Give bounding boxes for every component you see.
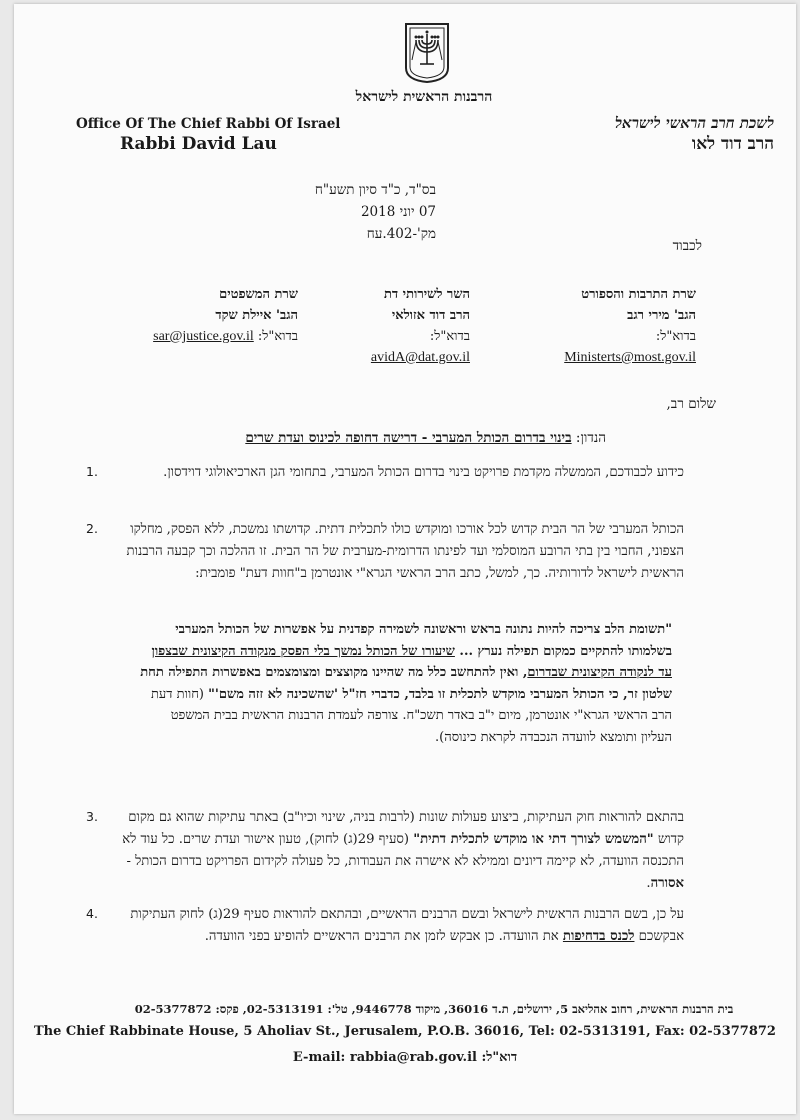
recipient-culture-minister	[496, 284, 696, 368]
paragraph-bold: "המשמש לצורך דתי או מוקדש לתכלית דתית"	[413, 832, 654, 847]
recipient-name: הגב' מירי רגב	[627, 308, 696, 323]
paragraph-number: 3.	[86, 809, 98, 824]
reference-number: מק'-402.עח	[366, 226, 436, 242]
greeting: שלום רב,	[666, 396, 716, 412]
recipient-email-label: בדוא"ל:	[257, 329, 298, 344]
paragraph-number: 1.	[86, 464, 98, 479]
quote-underlined: שיעורו של הכותל נמשך בלי הפסק מנקודה הקיצונית שבצפון עד לנקודה הקיצונית שבדרום	[151, 643, 672, 680]
rabbi-name-en: Rabbi David Lau	[120, 134, 277, 154]
paragraph-4	[116, 904, 684, 948]
subject-text: בינוי בדרום הכותל המערבי - דרישה דחופה לכינוס ועדת שרים	[245, 430, 572, 446]
recipient-name: הגב' איילת שקד	[215, 308, 298, 323]
footer-email	[14, 1049, 796, 1065]
paragraph-text: על כן, בשם הרבנות הראשית לישראל ובשם הרבנים הראשיים, ובהתאם להוראות סעיף 29(ג) לחוק העתיקות אבקשכם	[130, 907, 684, 944]
paragraph-2: הכותל המערבי של הר הבית קדוש לכל אורכו ומוקדש כולו לתכלית דתית. קדושתו נמשכת, ללא הפסק, מחלקו הצפוני, החבוי בין בתי הרובע המוסלמי ועד לפינתו הדרומית-מערבית של הר הבית. זו ההלכה וכך קבעה הרבנות הראשית לישראל לדורותיה. כך, למשל, כתב הרב הראשי הגרא"י אונטרמן ב"חוות דעת" פומבית:	[126, 522, 684, 581]
recipient-email-link[interactable]: avidA@dat.gov.il	[370, 350, 470, 365]
paragraph-underlined: לכנס בדחיפות	[562, 929, 635, 944]
footer-address-he: בית הרבנות הראשית, רחוב אהליאב 5, ירושלים, ת.ד 36016, מיקוד 9446778, טל': 02-5313191, פקס: 02-5377872	[134, 1002, 734, 1016]
footer-email-label: E-mail:	[292, 1050, 346, 1065]
paragraph-1: כידוע לכבודכם, הממשלה מקדמת פרויקט בינוי בדרום הכותל המערבי, בתחומי הגן הארכיאולוגי דוידסון.	[163, 465, 684, 480]
paragraph-number: 2.	[86, 521, 98, 536]
recipient-religious-minister	[300, 284, 470, 368]
subject-label: הנדון:	[575, 430, 606, 446]
recipient-justice-minister	[98, 284, 298, 347]
salutation-to: לכבוד	[672, 238, 702, 254]
hebrew-date: בס"ד, כ"ד סיון תשע"ח	[314, 182, 436, 198]
footer-email-link[interactable]: rabbia@rab.gov.il	[349, 1050, 477, 1065]
paragraph-text: את הוועדה. כן אבקש לזמן את הרבנים הראשיים להופיע בפני הוועדה.	[204, 929, 563, 944]
quote-part: "תשומת הלב צריכה להיות נתונה בראש וראשונה לשמירה קפדנית על אפשרות של הכותל המערבי בשלמותו להתקיים כמקום תפילה נערץ ...	[175, 622, 672, 659]
recipient-name: הרב דוד אזולאי	[391, 308, 470, 323]
office-title-en: Office Of The Chief Rabbi Of Israel	[76, 116, 341, 132]
quote-source: (חוות דעת הרב הראשי הגרא"י אונטרמן, מיום י"ב באדר תשכ"ח. צורפה לעמדת הרבנות הראשית בבית המשפט העליון ותומצא לוועדה הנכבדה לקראת כינוסה).	[150, 686, 672, 745]
paragraph-number: 4.	[86, 906, 98, 921]
rabbinate-title: הרבנות הראשית לישראל	[355, 89, 493, 105]
recipient-email-label: בדוא"ל:	[429, 329, 470, 344]
letter-page	[14, 4, 796, 1114]
recipient-email-label: בדוא"ל:	[655, 329, 696, 344]
paragraph-text: .	[646, 876, 651, 891]
quotation-block	[140, 619, 672, 748]
gregorian-date: 07 יוני 2018	[360, 204, 436, 220]
paragraph-3	[116, 807, 684, 895]
recipient-title: השר לשירותי דת	[383, 287, 470, 302]
office-title-he: לשכת חרב הראשי לישראל	[614, 114, 774, 132]
paragraph-text: בהתאם להוראות חוק העתיקות, ביצוע פעולות שונות (לרבות בניה, שינוי וכיו"ב) באתר עתיקות שהוא גם מקום קדוש	[128, 810, 684, 847]
date-block	[236, 179, 436, 245]
recipient-email-link[interactable]: sar@justice.gov.il	[153, 329, 254, 344]
subject-line	[245, 430, 606, 446]
recipient-title: שרת המשפטים	[219, 287, 298, 302]
recipient-title: שרת התרבות והספורט	[581, 287, 696, 302]
paragraph-bold: אסורה	[650, 876, 684, 891]
rabbi-name-he: הרב דוד לאו	[691, 134, 774, 154]
footer-email-label-he: דוא"ל:	[481, 1050, 518, 1065]
footer-address-en: The Chief Rabbinate House, 5 Aholiav St., Jerusalem, P.O.B. 36016, Tel: 02-5313191, Fax: 02-5377872	[34, 1024, 776, 1039]
recipient-email-link[interactable]: Ministerts@most.gov.il	[564, 350, 696, 365]
paragraph-text: (סעיף 29(ג) לחוק), טעון אישור ועדת שרים. כל עוד לא התכנסה הוועדה, לא קיימה דיונים וממילא לא אישרה את העבודות, כל פעולה לקידום הפרויקט בדרום הכותל -	[122, 832, 684, 869]
state-emblem-icon	[402, 20, 452, 84]
quote-part: , ואין להתחשב כלל מה שהיינו מקוצצים ומצומצמים באפשרות התפילה תחת שלטון זר, כי הכותל המערבי מוקדש לתכלית זו בלבד, כדברי חז"ל 'שהשכינה לא זזה משם'"	[140, 665, 672, 702]
